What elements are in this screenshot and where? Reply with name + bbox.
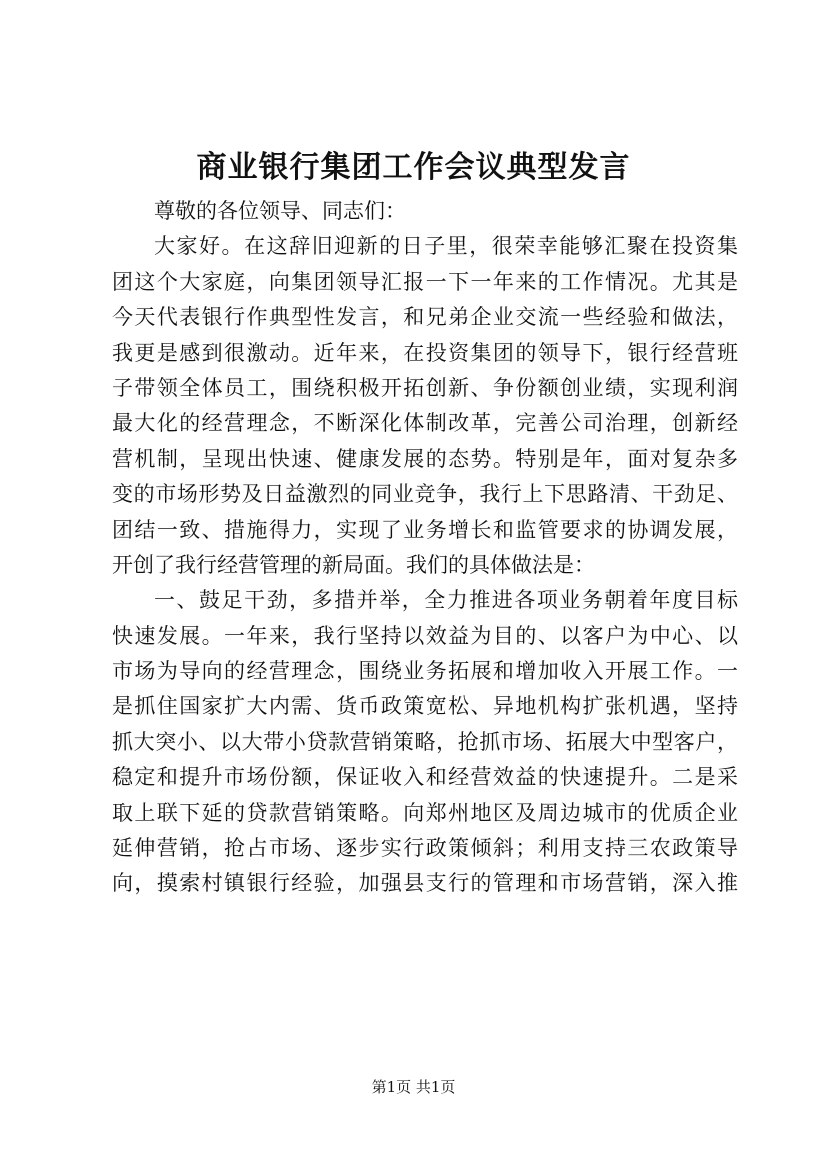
paragraph-line: 一、鼓足干劲，多措并举，全力推进各项业务朝着年度目标 xyxy=(154,588,738,613)
paragraph-line: 取上联下延的贷款营销策略。向郑州地区及周边城市的优质企业 xyxy=(112,800,738,825)
paragraph-line: 变的市场形势及日益激烈的同业竞争，我行上下思路清、干劲足、 xyxy=(112,482,738,507)
salutation-line: 尊敬的各位领导、同志们： xyxy=(154,199,406,223)
paragraph-line: 快速发展。一年来，我行坚持以效益为目的、以客户为中心、以 xyxy=(112,623,738,648)
paragraph-line: 子带领全体员工，围绕积极开拓创新、争份额创业绩，实现利润 xyxy=(112,375,738,400)
paragraph-line: 延伸营销，抢占市场、逐步实行政策倾斜；利用支持三农政策导 xyxy=(112,836,738,861)
paragraph-line: 团结一致、措施得力，实现了业务增长和监管要求的协调发展， xyxy=(112,517,738,542)
paragraph-line: 最大化的经营理念，不断深化体制改革，完善公司治理，创新经 xyxy=(112,411,738,436)
paragraph-line: 稳定和提升市场份额，保证收入和经营效益的快速提升。二是采 xyxy=(112,765,738,790)
paragraph-line: 我更是感到很激动。近年来，在投资集团的领导下，银行经营班 xyxy=(112,340,738,365)
page-title: 商业银行集团工作会议典型发言 xyxy=(196,150,631,185)
page-number: 第1页 共1页 xyxy=(371,1078,456,1096)
paragraph-line: 是抓住国家扩大内需、货币政策宽松、异地机构扩张机遇，坚持 xyxy=(112,694,738,719)
document-body xyxy=(112,194,738,902)
paragraph-line: 市场为导向的经营理念，围绕业务拓展和增加收入开展工作。一 xyxy=(112,659,738,684)
paragraph-line: 今天代表银行作典型性发言，和兄弟企业交流一些经验和做法， xyxy=(112,305,738,330)
paragraph-line: 团这个大家庭，向集团领导汇报一下一年来的工作情况。尤其是 xyxy=(112,269,738,294)
paragraph-line: 开创了我行经营管理的新局面。我们的具体做法是： xyxy=(112,552,595,577)
paragraph-line: 营机制，呈现出快速、健康发展的态势。特别是年，面对复杂多 xyxy=(112,446,738,471)
paragraph-line: 向，摸索村镇银行经验，加强县支行的管理和市场营销，深入推 xyxy=(112,871,738,896)
paragraph-line: 大家好。在这辞旧迎新的日子里，很荣幸能够汇聚在投资集 xyxy=(154,234,738,259)
paragraph-line: 抓大突小、以大带小贷款营销策略，抢抓市场、拓展大中型客户， xyxy=(112,729,738,754)
